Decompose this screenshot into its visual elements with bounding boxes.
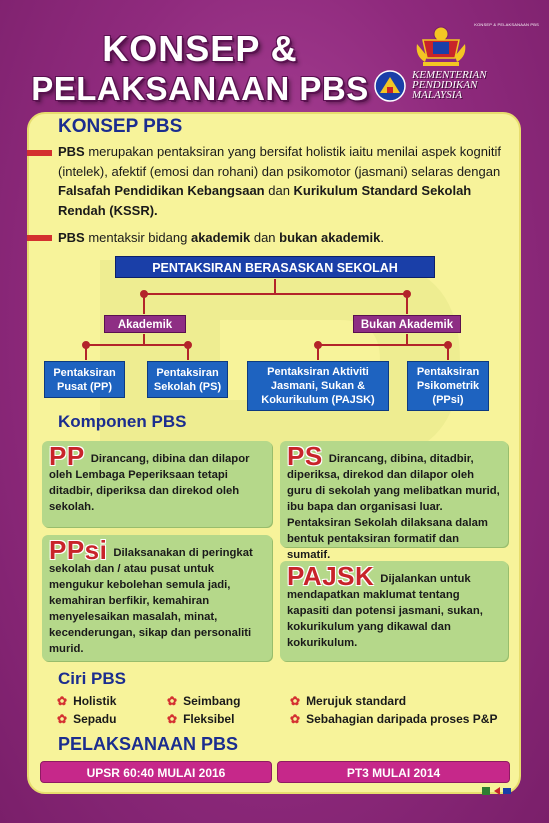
corner-logo-icon — [482, 786, 512, 796]
flower-bullet-icon: ✿ — [167, 712, 178, 726]
card-ps — [280, 441, 508, 561]
ministry-line3: MALAYSIA — [412, 89, 463, 101]
diagram-leaf-ps — [147, 361, 228, 398]
ciri-item — [167, 694, 240, 708]
ministry-line1: KEMENTERIAN — [412, 69, 487, 81]
ciri-item — [290, 694, 406, 708]
ciri-item — [57, 694, 116, 708]
ciri-label: Seimbang — [183, 694, 241, 708]
heading-komponen: Komponen PBS — [58, 412, 187, 431]
diagram-root: PENTAKSIRAN BERASASKAN SEKOLAH — [115, 256, 435, 278]
ministry-name — [412, 70, 512, 100]
ciri-item — [57, 712, 116, 726]
p2-bold-b: akademik — [190, 230, 251, 245]
title-line1: KONSEP & — [102, 28, 298, 69]
p2-text-e: . — [380, 230, 384, 245]
diagram-category-bukan-akademik: Bukan Akademik — [353, 315, 461, 333]
heading-konsep: KONSEP PBS — [58, 116, 183, 137]
p1-text-a: merupakan pentaksiran yang bersifat holistik iaitu menilai aspek kognitif (intelek), afektif (emosi dan rohani) dan psikomotor (jasmani) selaras dengan — [58, 144, 501, 179]
konsep-paragraph-1 — [58, 142, 518, 220]
card-pajsk — [280, 561, 508, 661]
card-pajsk-tag: PAJSK — [287, 561, 375, 591]
bullet-bar — [27, 235, 52, 241]
ciri-label: Sepadu — [73, 712, 117, 726]
card-pajsk-text: Dijalankan untuk mendapatkan maklumat tentang kapasiti dan potensi jasmani, sukan, kokurikulum yang dikawal dan kokurikulum. — [287, 573, 483, 649]
title-line2: PELAKSANAAN PBS — [31, 70, 369, 107]
diagram-category-akademik: Akademik — [104, 315, 186, 333]
bar-upsr: UPSR 60:40 MULAI 2016 — [40, 761, 272, 783]
diagram-leaf-pajsk — [247, 361, 389, 411]
card-ps-tag: PS — [287, 441, 323, 471]
ciri-item — [290, 712, 497, 726]
leaf-ppsi-label: Pentaksiran Psikometrik (PPsi) — [416, 366, 480, 406]
leaf-pajsk-label: Pentaksiran Aktiviti Jasmani, Sukan & Kokurikulum (PAJSK) — [261, 366, 375, 406]
ciri-label: Merujuk standard — [306, 694, 407, 708]
heading-ciri: Ciri PBS — [58, 669, 127, 688]
card-ps-text: Dirancang, dibina, ditadbir, diperiksa, direkod dan dilapor oleh guru di sekolah yang melibatkan murid, ibu bapa dan organisasi luar. Pentaksiran Sekolah dilaksana dalam bentuk pentaksiran formatif dan sumatif. — [287, 453, 500, 561]
leaf-ps-label: Pentaksiran Sekolah (PS) — [153, 366, 222, 393]
p2-text-a: mentaksir bidang — [84, 230, 191, 245]
crest-icon — [413, 24, 469, 68]
konsep-paragraph-2 — [58, 228, 518, 248]
flower-bullet-icon: ✿ — [167, 694, 178, 708]
card-pp-text: Dirancang, dibina dan dilapor oleh Lembaga Peperiksaan tetapi ditadbir, diperiksa dan direkod oleh sekolah. — [49, 453, 250, 513]
ciri-label: Sebahagian daripada proses P&P — [306, 712, 498, 726]
p2-bold-d: bukan akademik — [279, 230, 381, 245]
card-ppsi-text: Dilaksanakan di peringkat sekolah dan / atau pusat untuk mengukur kebolehan semula jadi, kemahiran berfikir, kemahiran menyelesaikan masalah, minat, kecenderungan, sikap dan personaliti murid. — [49, 547, 253, 655]
bullet-bar — [27, 150, 52, 156]
card-pp — [42, 441, 272, 527]
flower-bullet-icon: ✿ — [290, 712, 301, 726]
ministry-logo-icon — [370, 69, 410, 103]
diagram-leaf-pp — [44, 361, 125, 398]
card-pp-tag: PP — [49, 441, 85, 471]
top-note: KONSEP & PELAKSANAAN PBS — [474, 22, 539, 27]
leaf-pp-label: Pentaksiran Pusat (PP) — [53, 366, 116, 393]
bar-pt3: PT3 MULAI 2014 — [277, 761, 510, 783]
card-ppsi-tag: PPsi — [49, 535, 108, 565]
card-ppsi — [42, 535, 272, 661]
p1-bold-b: Falsafah Pendidikan Kebangsaan — [58, 183, 265, 198]
ciri-item — [167, 712, 234, 726]
ministry-line2: PENDIDIKAN — [412, 79, 478, 91]
p1-text-c: dan — [264, 183, 294, 198]
p1-bold-d: Kurikulum Standard Sekolah Rendah (KSSR). — [58, 183, 472, 218]
p2-lead: PBS — [58, 230, 85, 245]
flower-bullet-icon: ✿ — [57, 712, 68, 726]
p2-text-c: dan — [250, 230, 280, 245]
flower-bullet-icon: ✿ — [57, 694, 68, 708]
heading-pelaksanaan: PELAKSANAAN PBS — [58, 734, 239, 754]
ciri-label: Fleksibel — [183, 712, 235, 726]
p1-lead: PBS — [58, 144, 85, 159]
flower-bullet-icon: ✿ — [290, 694, 301, 708]
ciri-label: Holistik — [73, 694, 117, 708]
diagram-leaf-ppsi — [407, 361, 489, 411]
